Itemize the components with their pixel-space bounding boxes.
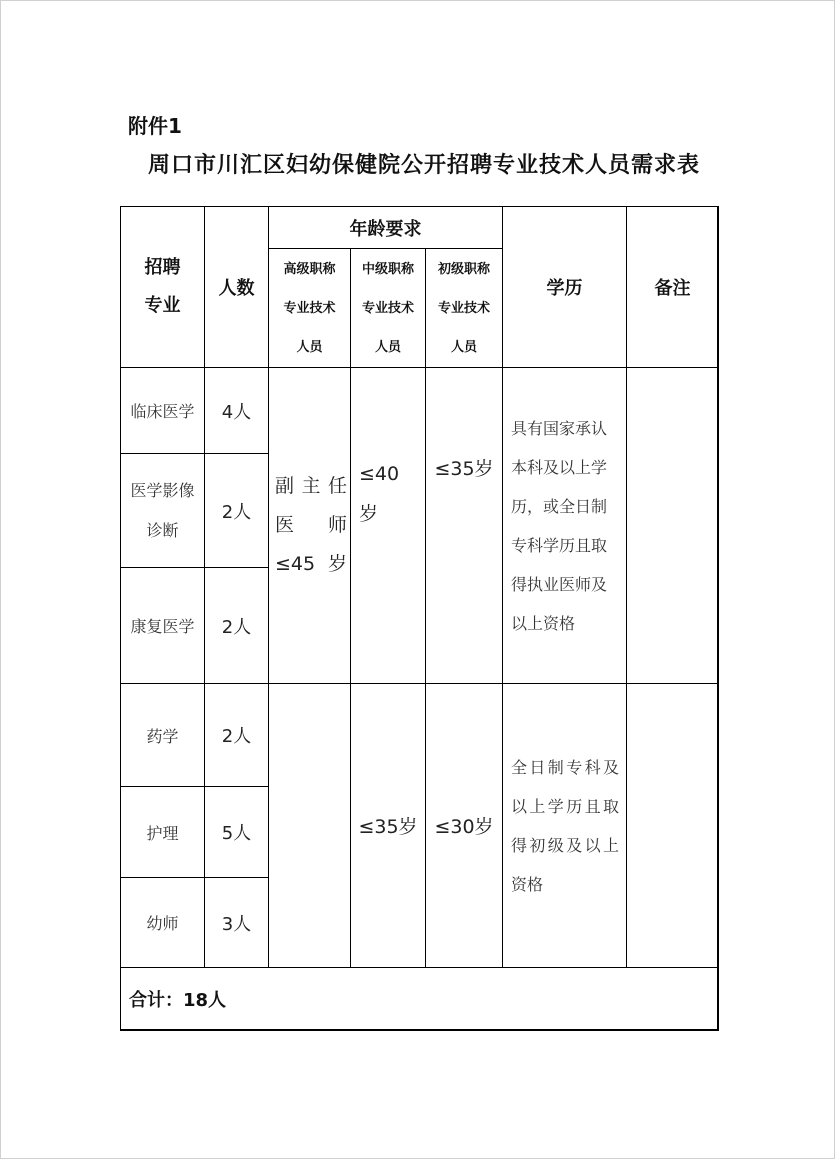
header-age-req: [268, 206, 503, 249]
major-text: 医学影像诊断: [130, 480, 195, 540]
header-senior-text: 高级职称专业技术人员: [283, 261, 336, 355]
count-text: 4人: [221, 401, 252, 423]
table-row-count: [204, 367, 269, 454]
count-text: 3人: [221, 913, 252, 935]
table-row-count: [204, 683, 269, 787]
major-text: 幼师: [146, 914, 179, 933]
header-count-text: 人数: [218, 278, 255, 299]
junior-age-text: ≤30岁: [434, 816, 494, 838]
recruitment-table: [120, 206, 718, 1030]
group2-senior-age: [268, 683, 351, 968]
count-text: 2人: [221, 616, 252, 638]
table-row-count: [204, 567, 269, 684]
header-junior: [425, 248, 503, 368]
group1-remarks: [626, 367, 719, 684]
header-age-req-text: 年龄要求: [349, 218, 422, 240]
header-middle: [350, 248, 426, 368]
header-major-text: 招聘专业: [144, 257, 181, 316]
table-row-major: [120, 877, 205, 968]
count-text: 2人: [221, 726, 252, 747]
education-text: 具有国家承认本科及以上学历，或全日制专科学历且取得执业医师及以上资格: [511, 418, 608, 633]
table-row-count: [204, 453, 269, 568]
middle-age-text: ≤35岁: [358, 816, 418, 838]
group2-remarks: [626, 683, 719, 968]
table-row-major: [120, 453, 205, 568]
total-row: [120, 967, 719, 1031]
junior-age-text: ≤35岁: [434, 458, 494, 480]
header-remarks: [626, 206, 719, 368]
group1-senior-age: [268, 367, 351, 684]
group1-education: [502, 367, 627, 684]
table-row-major: [120, 567, 205, 684]
group1-junior-age: [425, 367, 503, 684]
group2-middle-age: [350, 683, 426, 968]
header-remarks-text: 备注: [654, 278, 691, 299]
header-senior: [268, 248, 351, 368]
header-junior-text: 初级职称专业技术人员: [437, 261, 490, 355]
senior-age-text: 副主任医师≤45岁: [275, 475, 347, 575]
page-title: 周口市川汇区妇幼保健院公开招聘专业技术人员需求表: [148, 153, 701, 178]
table-row-count: [204, 877, 269, 968]
group2-education: [502, 683, 627, 968]
table-row-count: [204, 786, 269, 878]
education-text: 全日制专科及以上学历且取得初级及以上资格: [511, 757, 619, 894]
major-text: 药学: [146, 726, 179, 746]
total-text: 合计：18人: [129, 990, 227, 1011]
table-row-major: [120, 683, 205, 787]
header-middle-text: 中级职称专业技术人员: [361, 261, 414, 355]
major-text: 康复医学: [130, 617, 195, 636]
table-row-major: [120, 786, 205, 878]
major-text: 护理: [146, 823, 179, 843]
count-text: 2人: [221, 501, 252, 523]
major-text: 临床医学: [130, 402, 195, 421]
header-count: [204, 206, 269, 368]
count-text: 5人: [221, 823, 252, 844]
header-education-text: 学历: [546, 278, 583, 299]
header-education: [502, 206, 627, 368]
table-row-major: [120, 367, 205, 454]
middle-age-text: ≤40岁: [359, 463, 400, 525]
attachment-label: 附件1: [128, 114, 182, 138]
header-major: [120, 206, 205, 368]
group1-middle-age: [350, 367, 426, 684]
group2-junior-age: [425, 683, 503, 968]
